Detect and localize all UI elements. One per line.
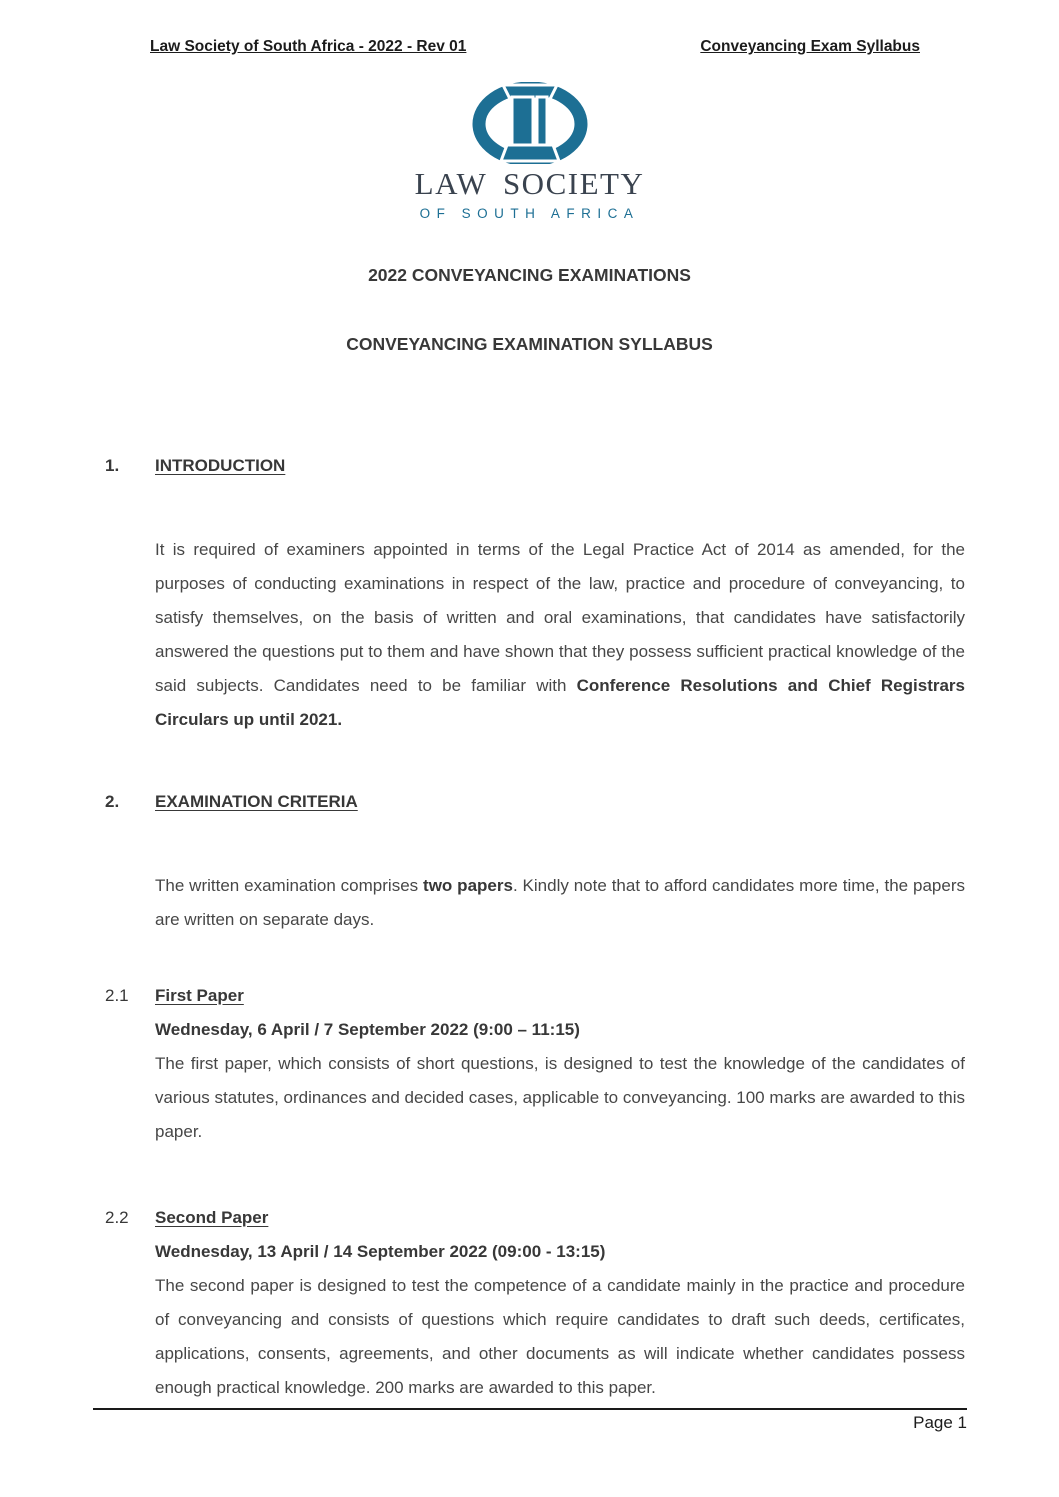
logo-wordmark: LAW SOCIETY — [414, 166, 645, 201]
sections-container — [0, 449, 1059, 1405]
section-number: 2. — [105, 792, 120, 811]
section-paragraph: The written examination comprises two papers. Kindly note that to afford candidates more time, the papers are written on separate days. — [155, 876, 965, 929]
section-introduction — [0, 449, 1059, 737]
document-title: 2022 CONVEYANCING EXAMINATIONS — [368, 265, 691, 285]
exam-date-line: Wednesday, 13 April / 14 September 2022 (09:00 - 13:15) — [155, 1242, 606, 1261]
logo-subtitle: OF SOUTH AFRICA — [419, 206, 640, 221]
section-title: EXAMINATION CRITERIA — [155, 792, 358, 811]
section-title: First Paper — [155, 986, 244, 1005]
page-number: Page 1 — [913, 1413, 967, 1432]
section-first-paper — [0, 979, 1059, 1149]
footer-divider — [93, 1408, 967, 1410]
section-number: 2.2 — [105, 1208, 129, 1227]
section-content — [155, 1201, 965, 1405]
header-left-text: Law Society of South Africa - 2022 - Rev 01 — [150, 38, 467, 55]
section-content — [155, 785, 965, 937]
page-header — [0, 0, 1059, 56]
section-examination-criteria — [0, 785, 1059, 937]
section-number: 1. — [105, 456, 120, 475]
section-paragraph: The first paper, which consists of short questions, is designed to test the knowledge of the candidates of various statutes, ordinances and decided cases, applicable to conveyancing. 100 marks are awarded to this paper. — [155, 1054, 965, 1141]
exam-date-line: Wednesday, 6 April / 7 September 2022 (9:00 – 11:15) — [155, 1020, 580, 1039]
law-society-logo — [0, 82, 1059, 221]
section-title: INTRODUCTION — [155, 456, 286, 475]
header-right-text: Conveyancing Exam Syllabus — [700, 38, 920, 55]
law-society-logo-mark — [415, 82, 645, 164]
document-subtitle: CONVEYANCING EXAMINATION SYLLABUS — [346, 334, 713, 354]
logo-pillar — [501, 85, 559, 161]
section-content — [155, 449, 965, 737]
section-paragraph: The second paper is designed to test the competence of a candidate mainly in the practice and procedure of conveyancing and consists of questions which require candidates to draft such deeds, certificates, applications, consents, agreements, and other documents as will indicate whether candidates possess enough practical knowledge. 200 marks are awarded to this paper. — [155, 1276, 965, 1397]
section-content — [155, 979, 965, 1149]
section-title: Second Paper — [155, 1208, 269, 1227]
section-number: 2.1 — [105, 986, 129, 1005]
section-paragraph: It is required of examiners appointed in terms of the Legal Practice Act of 2014 as amended, for the purposes of conducting examinations in respect of the law, practice and procedure of conveyancing, to satisfy themselves, on the basis of written and oral examinations, that candidates have satisfactorily answered the questions put to them and have shown that they possess sufficient practical knowledge of the said subjects. Candidates need to be familiar with Conference Resolutions and Chief Registrars Circulars up until 2021. — [155, 540, 965, 729]
page-footer — [93, 1408, 967, 1433]
section-second-paper — [0, 1201, 1059, 1405]
